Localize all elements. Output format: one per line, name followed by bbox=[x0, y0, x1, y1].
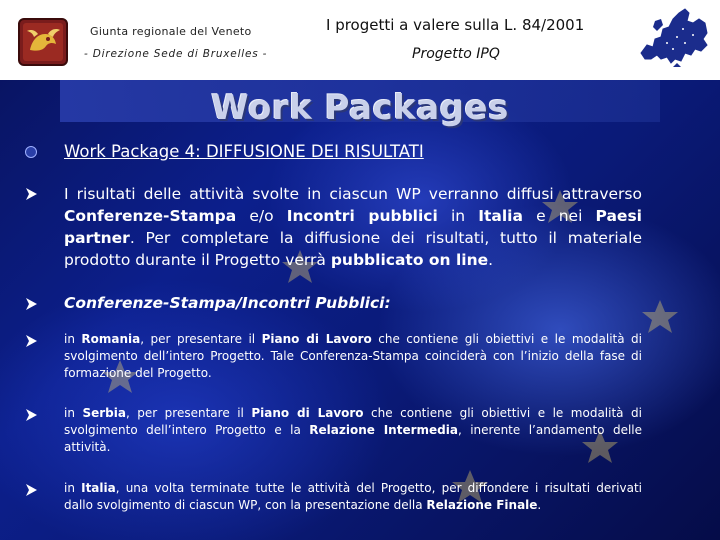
arrow-bullet-icon bbox=[24, 408, 38, 422]
intro-paragraph: I risultati delle attività svolte in ciascun WP verranno diffusi attraverso Conferenze-Stampa e/o Incontri pubblici in Italia e nei Paesi partner. Per completare la diffusione dei risultati, tutto il materiale prodotto durante il Progetto verrà pubblicato on line. bbox=[64, 185, 642, 269]
list-item-romania: in Romania, per presentare il Piano di Lavoro che contiene gli obiettivi e le modalità di svolgimento dell’intero Progetto. Tale Conferenza-Stampa coinciderà con l’inizio della fase di formazione del Progetto. bbox=[64, 332, 643, 380]
list-item-italia: in Italia, una volta terminate tutte le attività del Progetto, per diffondere i risultati derivati dallo svolgimento di ciascun WP, con la presentazione della Relazione Finale. bbox=[64, 481, 642, 512]
conferences-heading: Conferenze-Stampa/Incontri Pubblici: bbox=[64, 294, 391, 312]
org-department: - Direzione Sede di Bruxelles - bbox=[84, 48, 268, 60]
arrow-bullet-icon bbox=[24, 187, 38, 201]
slide-title: Work Packages bbox=[211, 88, 509, 128]
round-bullet-icon bbox=[25, 146, 37, 158]
arrow-bullet-icon bbox=[24, 334, 38, 348]
europe-map-icon bbox=[633, 3, 715, 69]
arrow-bullet-icon bbox=[24, 297, 38, 311]
wp-heading: Work Package 4: DIFFUSIONE DEI RISULTATI bbox=[64, 142, 424, 161]
list-item-serbia: in Serbia, per presentare il Piano di Lavoro che contiene gli obiettivi e le modalità di svolgimento dell’intero Progetto e la Relazione Intermedia, inerente l’andamento delle attività. bbox=[64, 406, 642, 454]
project-name: Progetto IPQ bbox=[412, 46, 500, 62]
header-band bbox=[0, 0, 720, 80]
veneto-lion-logo bbox=[18, 18, 68, 66]
arrow-bullet-icon bbox=[24, 483, 38, 497]
program-title: I progetti a valere sulla L. 84/2001 bbox=[326, 16, 585, 34]
org-name: Giunta regionale del Veneto bbox=[90, 25, 252, 38]
